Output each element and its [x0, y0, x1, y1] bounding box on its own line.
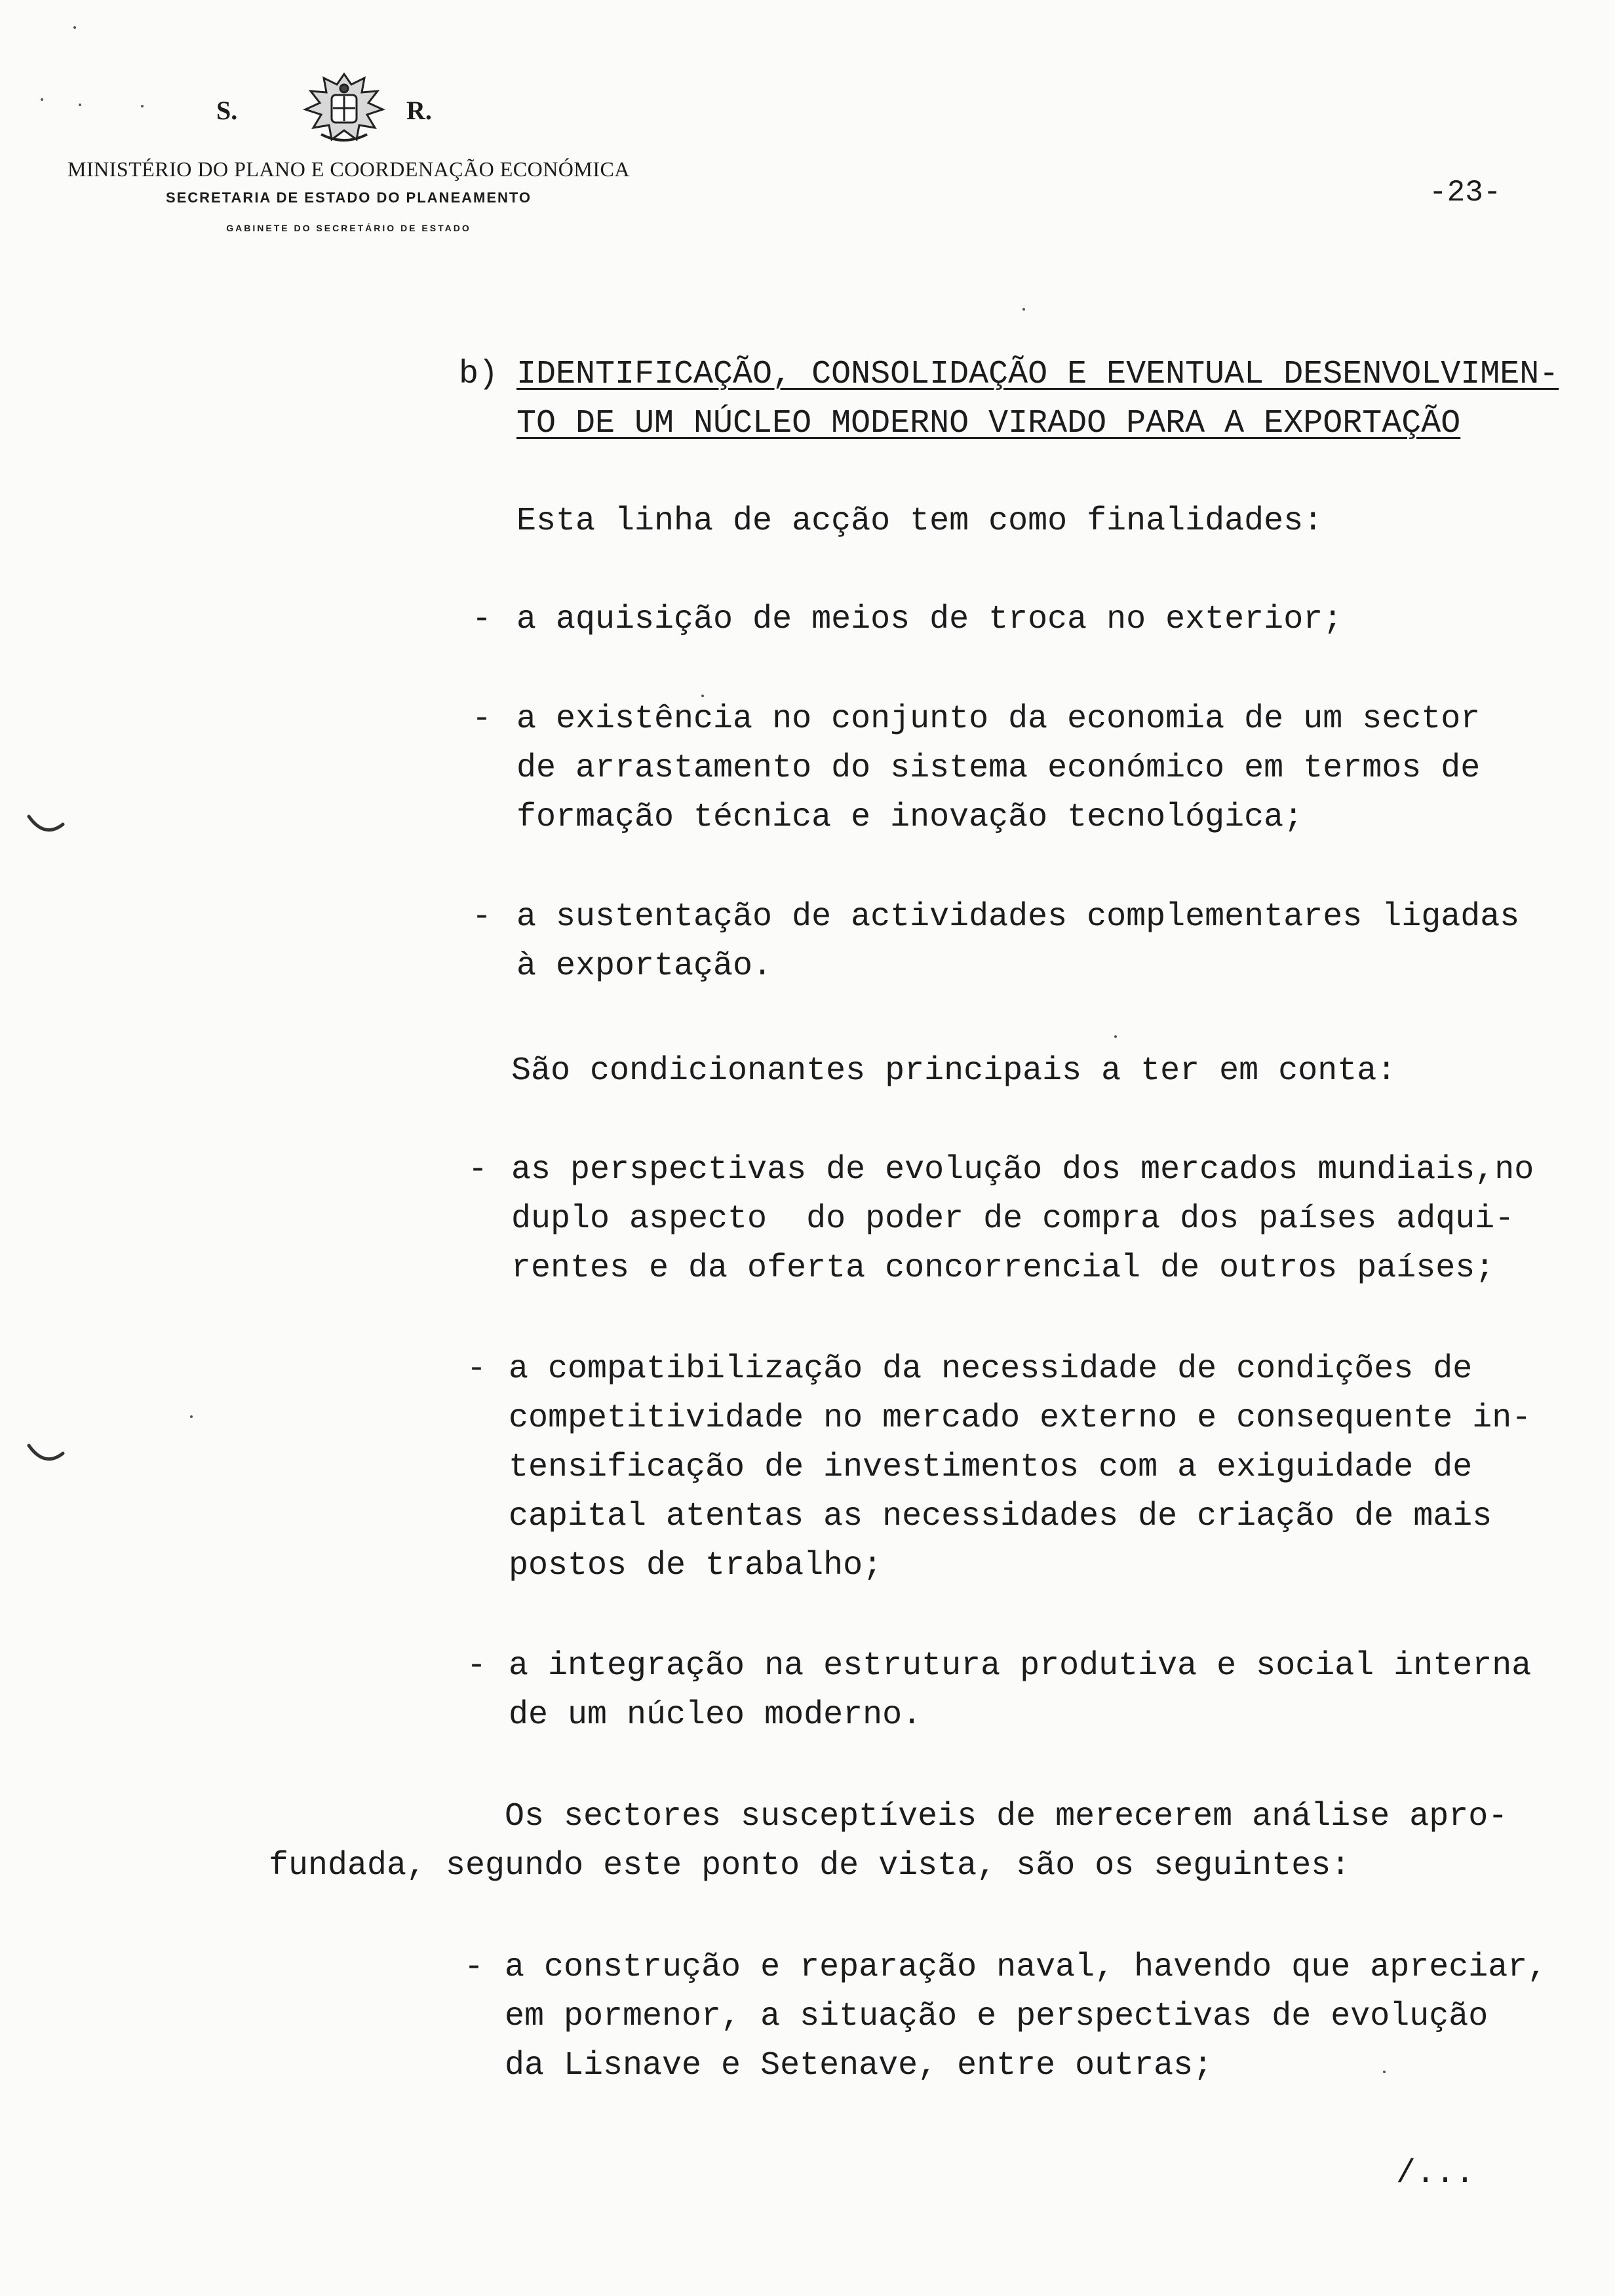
conditions-item-3-line-1: a integração na estrutura produtiva e social interna	[509, 1647, 1532, 1685]
scan-speck	[41, 98, 43, 101]
letterhead-right-letter: R.	[406, 96, 432, 125]
ministry-name: MINISTÉRIO DO PLANO E COORDENAÇÃO ECONÓMICA	[68, 157, 630, 181]
sectors-item-1-line-1: a construção e reparação naval, havendo que apreciar,	[505, 1949, 1547, 1986]
page-number: -23-	[1429, 176, 1502, 210]
section-marker: b)	[459, 356, 499, 393]
scan-speck	[1114, 1035, 1117, 1038]
bullet-dash: -	[467, 1350, 487, 1388]
punch-hole-mark-icon	[26, 813, 66, 839]
bullet-dash: -	[468, 1151, 488, 1189]
sectors-intro-line-1: Os sectores susceptíveis de merecerem análise apro-	[505, 1798, 1508, 1835]
conditions-item-1-line-3: rentes e da oferta concorrencial de outros países;	[511, 1250, 1495, 1287]
bullet-dash: -	[472, 601, 492, 638]
conditions-intro: São condicionantes principais a ter em conta:	[511, 1052, 1397, 1090]
scan-speck	[701, 695, 704, 697]
sectors-item-1-line-2: em pormenor, a situação e perspectivas de evolução	[505, 1998, 1489, 2035]
scan-speck	[1022, 308, 1025, 311]
scan-speck	[79, 104, 81, 106]
conditions-item-3-line-2: de um núcleo moderno.	[509, 1696, 922, 1734]
coat-of-arms-icon	[295, 69, 393, 147]
aims-item-2-line-2: de arrastamento do sistema económico em termos de	[516, 750, 1481, 787]
office-name: GABINETE DO SECRETÁRIO DE ESTADO	[226, 223, 471, 233]
letterhead-left-letter: S.	[216, 96, 238, 125]
section-title-line-2: TO DE UM NÚCLEO MODERNO VIRADO PARA A EXPORTAÇÃO	[516, 405, 1461, 442]
sectors-intro-line-2: fundada, segundo este ponto de vista, são os seguintes:	[269, 1847, 1351, 1885]
aims-item-3-line-1: a sustentação de actividades complementares ligadas	[516, 898, 1520, 936]
section-title-line-1: IDENTIFICAÇÃO, CONSOLIDAÇÃO E EVENTUAL DESENVOLVIMEN-	[516, 356, 1559, 393]
scan-speck	[190, 1415, 193, 1418]
conditions-item-2-line-3: tensificação de investimentos com a exiguidade de	[509, 1449, 1473, 1486]
bullet-dash: -	[472, 700, 492, 738]
bullet-dash: -	[472, 898, 492, 936]
conditions-item-1-line-1: as perspectivas de evolução dos mercados mundiais,no	[511, 1151, 1534, 1189]
scan-speck	[1383, 2071, 1386, 2073]
aims-item-1-line-1: a aquisição de meios de troca no exterior;	[516, 601, 1343, 638]
bullet-dash: -	[467, 1647, 487, 1685]
conditions-item-1-line-2: duplo aspecto do poder de compra dos países adqui-	[511, 1200, 1515, 1238]
conditions-item-2-line-1: a compatibilização da necessidade de condições de	[509, 1350, 1473, 1388]
scan-speck	[73, 26, 76, 29]
aims-intro: Esta linha de acção tem como finalidades:	[516, 503, 1323, 540]
punch-hole-mark-icon	[26, 1442, 66, 1468]
aims-item-2-line-1: a existência no conjunto da economia de um sector	[516, 700, 1481, 738]
secretariat-name: SECRETARIA DE ESTADO DO PLANEAMENTO	[165, 189, 532, 206]
continuation-mark: /...	[1396, 2155, 1475, 2192]
conditions-item-2-line-2: competitividade no mercado externo e consequente in-	[509, 1400, 1532, 1437]
scan-speck	[141, 105, 144, 107]
conditions-item-2-line-4: capital atentas as necessidades de criação de mais	[509, 1498, 1492, 1535]
bullet-dash: -	[464, 1949, 484, 1986]
sectors-item-1-line-3: da Lisnave e Setenave, entre outras;	[505, 2047, 1213, 2084]
aims-item-2-line-3: formação técnica e inovação tecnológica;	[516, 799, 1304, 836]
conditions-item-2-line-5: postos de trabalho;	[509, 1547, 883, 1584]
aims-item-3-line-2: à exportação.	[516, 947, 773, 985]
